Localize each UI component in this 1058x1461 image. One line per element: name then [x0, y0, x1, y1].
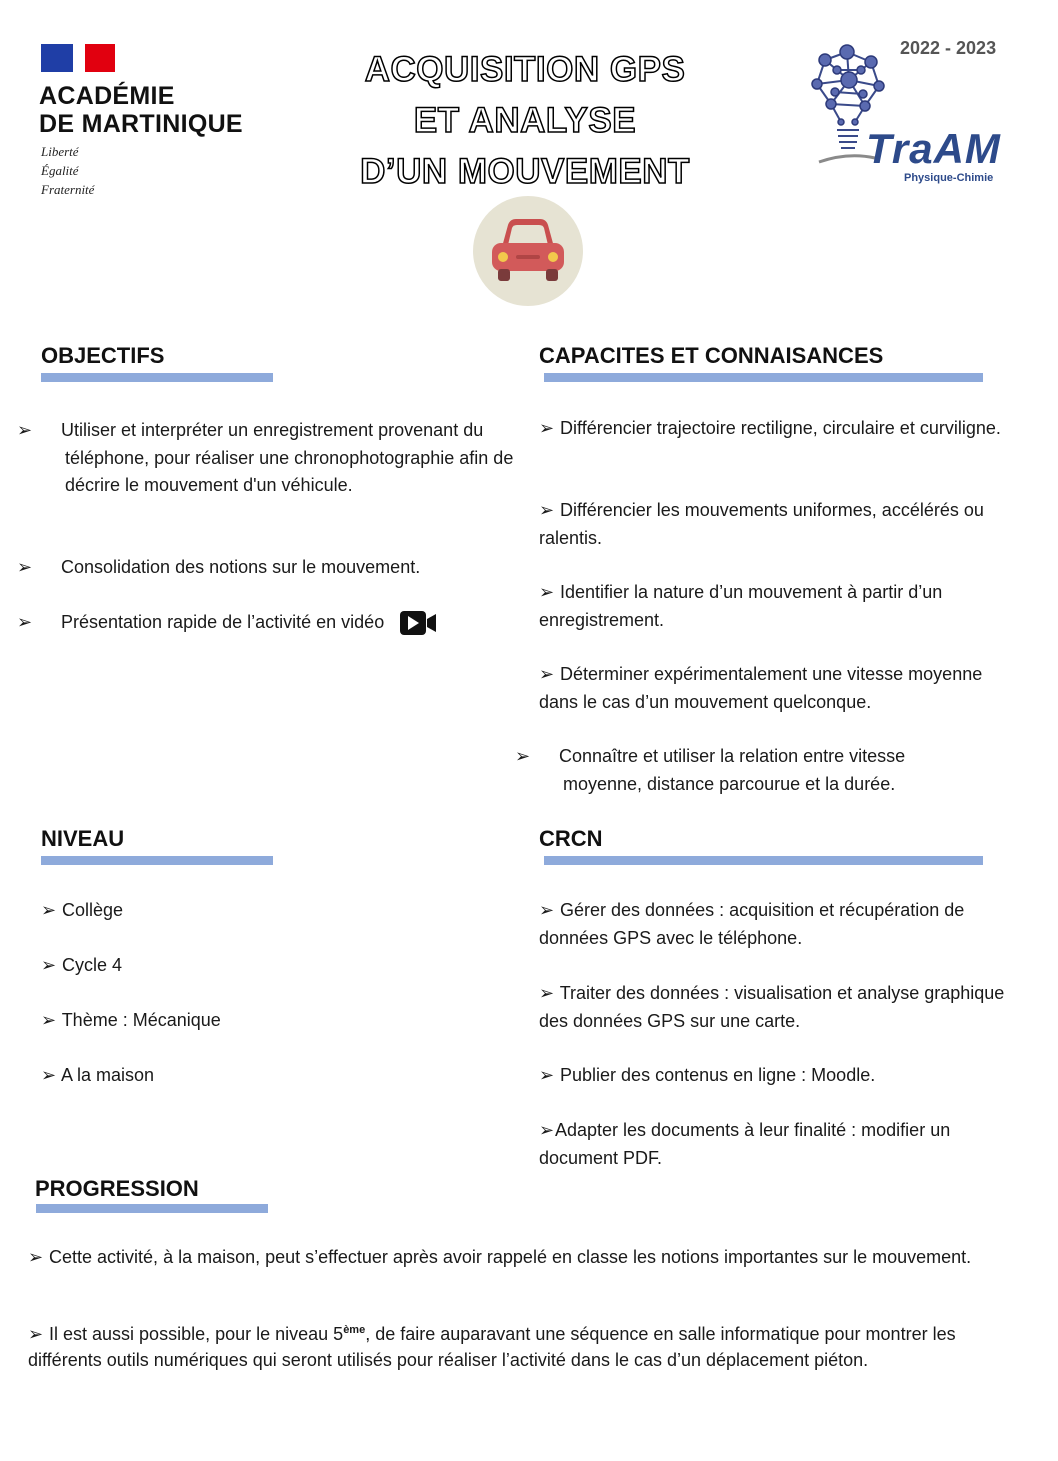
bullet-arrow-icon: ➢ — [17, 557, 33, 577]
traam-subtitle: Physique-Chimie — [904, 172, 994, 184]
video-camera-icon[interactable] — [399, 610, 437, 636]
year-label: 2022 - 2023 — [900, 38, 997, 58]
bullet-arrow-icon: ➢ — [539, 1065, 555, 1085]
niveau-underline — [41, 856, 273, 865]
academy-name: ACADÉMIE DE MARTINIQUE — [39, 82, 243, 138]
niveau-heading: NIVEAU — [41, 826, 125, 851]
bullet-arrow-icon: ➢ — [515, 746, 531, 766]
bullet-arrow-icon: ➢ — [41, 1065, 57, 1085]
niveau-item-2: ➢ Cycle 4 — [41, 952, 122, 980]
progression-item-1: ➢ Cette activité, à la maison, peut s’effectuer après avoir rappelé en classe les notions importantes sur le mouvement. — [28, 1245, 978, 1270]
niveau-item-1: ➢ Collège — [41, 897, 123, 925]
bullet-arrow-icon: ➢ — [539, 664, 555, 684]
objectifs-underline — [41, 373, 273, 382]
bullet-arrow-icon: ➢ — [539, 1120, 555, 1140]
marianne-flag-logo — [41, 44, 115, 72]
niveau-item-3: ➢ Thème : Mécanique — [41, 1007, 221, 1035]
car-icon — [472, 195, 584, 307]
crcn-item-2: ➢ Traiter des données : visualisation et analyse graphique des données GPS sur une carte. — [539, 980, 1009, 1035]
objectifs-heading: OBJECTIFS — [41, 343, 165, 368]
crcn-underline — [544, 856, 983, 865]
crcn-item-1: ➢ Gérer des données : acquisition et récupération de données GPS avec le téléphone. — [539, 897, 1014, 952]
capacites-item-2: ➢ Différencier les mouvements uniformes, accélérés ou ralentis. — [539, 497, 1009, 552]
crcn-heading: CRCN — [539, 826, 603, 851]
bullet-arrow-icon: ➢ — [17, 612, 33, 632]
objectifs-item-2: ➢ Consolidation des notions sur le mouvement. — [41, 554, 535, 582]
bullet-arrow-icon: ➢ — [539, 582, 555, 602]
bullet-arrow-icon: ➢ — [539, 418, 555, 438]
bullet-arrow-icon: ➢ — [41, 900, 57, 920]
bullet-arrow-icon: ➢ — [17, 420, 33, 440]
crcn-item-3: ➢ Publier des contenus en ligne : Moodle. — [539, 1062, 1009, 1090]
capacites-item-5: ➢ Connaître et utiliser la relation entre vitesse moyenne, distance parcourue et la durée. — [539, 743, 983, 798]
objectifs-item-1: ➢ Utiliser et interpréter un enregistrement provenant du téléphone, pour réaliser une chronophotographie afin de décrire le mouvement d'un véhicule. — [41, 417, 535, 500]
niveau-item-4: ➢ A la maison — [41, 1062, 154, 1090]
capacites-underline — [544, 373, 983, 382]
crcn-item-4: ➢Adapter les documents à leur finalité : modifier un document PDF. — [539, 1117, 1009, 1172]
bullet-arrow-icon: ➢ — [41, 1010, 57, 1030]
bullet-arrow-icon: ➢ — [539, 983, 555, 1003]
progression-underline — [36, 1204, 268, 1213]
traam-logo-text: TraAM — [866, 125, 1001, 172]
academy-motto: Liberté Égalité Fraternité — [41, 144, 95, 197]
bullet-arrow-icon: ➢ — [539, 900, 555, 920]
bullet-arrow-icon: ➢ — [28, 1324, 44, 1344]
capacites-item-1: ➢ Différencier trajectoire rectiligne, circulaire et curviligne. — [539, 415, 1009, 443]
progression-heading: PROGRESSION — [35, 1176, 199, 1201]
capacites-item-3: ➢ Identifier la nature d’un mouvement à partir d’un enregistrement. — [539, 579, 1009, 634]
capacites-heading: CAPACITES ET CONNAISANCES — [539, 343, 884, 368]
capacites-item-4: ➢ Déterminer expérimentalement une vitesse moyenne dans le cas d’un mouvement quelconque. — [539, 661, 1009, 716]
page-title: ACQUISITION GPS ET ANALYSE D’UN MOUVEMENT — [360, 50, 690, 191]
bullet-arrow-icon: ➢ — [28, 1247, 44, 1267]
progression-item-2: ➢ Il est aussi possible, pour le niveau 5ème, de faire auparavant une séquence en salle informatique pour montrer les différents outils numériques qui seront utilisés pour réaliser l’activité dans le cas d’un déplacement piéton. — [28, 1324, 956, 1370]
bullet-arrow-icon: ➢ — [539, 500, 555, 520]
bullet-arrow-icon: ➢ — [41, 955, 57, 975]
objectifs-item-3: ➢ Présentation rapide de l’activité en vidéo — [41, 609, 535, 637]
